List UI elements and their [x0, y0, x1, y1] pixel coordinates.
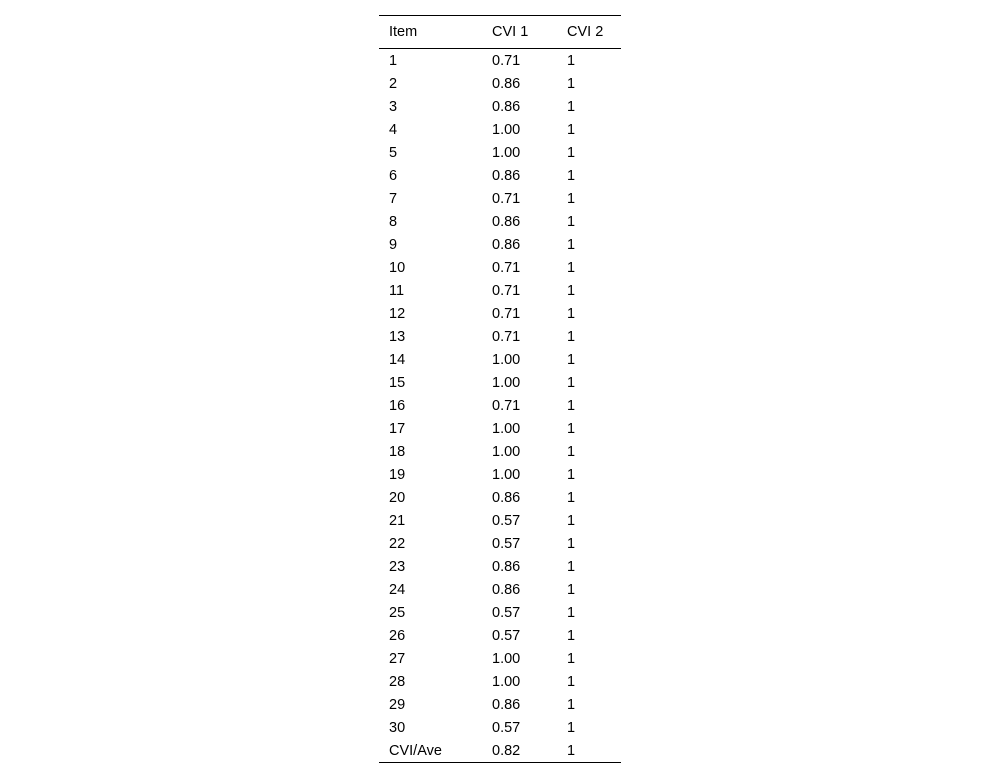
- table-row: [379, 394, 621, 417]
- table-row: [379, 49, 621, 73]
- cell-cvi-2: 1: [567, 673, 576, 690]
- cell-cvi-2: 1: [567, 351, 576, 368]
- cvi-table: [379, 15, 621, 763]
- cell-cvi-1: 0.57: [492, 627, 521, 644]
- cell-cvi-1: 1.00: [492, 144, 521, 161]
- cell-cvi-1: 0.71: [492, 190, 521, 207]
- cell-cvi-2: 1: [567, 328, 576, 345]
- table-row: [379, 325, 621, 348]
- table-row: [379, 72, 621, 95]
- cell-item: 25: [389, 604, 406, 621]
- table-row: [379, 95, 621, 118]
- cell-item: 21: [389, 512, 406, 529]
- cell-item: 28: [389, 673, 406, 690]
- cell-cvi-1: 0.86: [492, 167, 521, 184]
- cell-cvi-2: 1: [567, 259, 576, 276]
- cell-cvi-2: 1: [567, 719, 576, 736]
- table-row: [379, 693, 621, 716]
- table-row: [379, 670, 621, 693]
- cell-cvi-2: 1: [567, 236, 576, 253]
- header-item: Item: [389, 24, 418, 40]
- table-row: [379, 348, 621, 371]
- table-row: [379, 463, 621, 486]
- cell-cvi-1: 0.86: [492, 489, 521, 506]
- header-row: [379, 16, 621, 49]
- table-row: [379, 739, 621, 763]
- table-row: [379, 118, 621, 141]
- cell-item: 10: [389, 259, 406, 276]
- cell-item: 29: [389, 696, 406, 713]
- table-row: [379, 141, 621, 164]
- cell-cvi-1: 0.57: [492, 512, 521, 529]
- table-row: [379, 417, 621, 440]
- cell-cvi-2: 1: [567, 167, 576, 184]
- cell-cvi-1: 0.86: [492, 581, 521, 598]
- cell-cvi-1: 0.71: [492, 259, 521, 276]
- table-row: [379, 532, 621, 555]
- cell-cvi-2: 1: [567, 742, 576, 759]
- cell-item: 13: [389, 328, 406, 345]
- cell-cvi-1: 0.57: [492, 719, 521, 736]
- cell-item: 22: [389, 535, 406, 552]
- cell-cvi-1: 1.00: [492, 466, 521, 483]
- cell-item: 4: [389, 121, 398, 138]
- cell-item: 6: [389, 167, 398, 184]
- table-row: [379, 624, 621, 647]
- cell-cvi-2: 1: [567, 535, 576, 552]
- header-cvi-2: CVI 2: [567, 24, 604, 40]
- table-row: [379, 578, 621, 601]
- cell-cvi-2: 1: [567, 213, 576, 230]
- cell-item: 2: [389, 75, 398, 92]
- cell-cvi-1: 0.86: [492, 558, 521, 575]
- cell-cvi-1: 0.57: [492, 604, 521, 621]
- table-row: [379, 716, 621, 739]
- cell-cvi-2: 1: [567, 696, 576, 713]
- cell-item: 23: [389, 558, 406, 575]
- cell-item: 12: [389, 305, 406, 322]
- cell-item: 8: [389, 213, 398, 230]
- table-row: [379, 210, 621, 233]
- cell-cvi-2: 1: [567, 489, 576, 506]
- cell-cvi-2: 1: [567, 558, 576, 575]
- cell-cvi-1: 0.86: [492, 75, 521, 92]
- cell-cvi-2: 1: [567, 305, 576, 322]
- cell-item: 3: [389, 98, 398, 115]
- cell-cvi-2: 1: [567, 650, 576, 667]
- cvi-table-container: [379, 15, 621, 763]
- table-row: [379, 601, 621, 624]
- cell-item: 17: [389, 420, 406, 437]
- cell-cvi-1: 0.71: [492, 52, 521, 69]
- cell-cvi-2: 1: [567, 443, 576, 460]
- table-row: [379, 279, 621, 302]
- table-row: [379, 164, 621, 187]
- table-header: [379, 16, 621, 49]
- cell-cvi-2: 1: [567, 75, 576, 92]
- cell-cvi-2: 1: [567, 512, 576, 529]
- cell-cvi-2: 1: [567, 604, 576, 621]
- cell-cvi-2: 1: [567, 420, 576, 437]
- cell-cvi-1: 0.82: [492, 742, 521, 759]
- table-row: [379, 256, 621, 279]
- cell-item: CVI/Ave: [389, 742, 442, 759]
- table-row: [379, 509, 621, 532]
- header-cvi-1: CVI 1: [492, 24, 529, 40]
- cell-cvi-2: 1: [567, 374, 576, 391]
- cell-cvi-2: 1: [567, 190, 576, 207]
- cell-item: 5: [389, 144, 398, 161]
- cell-cvi-1: 0.57: [492, 535, 521, 552]
- cell-cvi-2: 1: [567, 144, 576, 161]
- cell-item: 7: [389, 190, 398, 207]
- cell-item: 26: [389, 627, 406, 644]
- cell-item: 1: [389, 52, 398, 69]
- cell-cvi-1: 0.86: [492, 236, 521, 253]
- cell-item: 15: [389, 374, 406, 391]
- table-row: [379, 187, 621, 210]
- cell-cvi-1: 1.00: [492, 351, 521, 368]
- table-row: [379, 555, 621, 578]
- cell-cvi-1: 1.00: [492, 374, 521, 391]
- table-row: [379, 302, 621, 325]
- cell-cvi-1: 0.71: [492, 305, 521, 322]
- cell-cvi-2: 1: [567, 121, 576, 138]
- cell-cvi-1: 0.71: [492, 328, 521, 345]
- table-row: [379, 371, 621, 394]
- table-row: [379, 486, 621, 509]
- cell-cvi-1: 1.00: [492, 420, 521, 437]
- cell-cvi-1: 0.71: [492, 397, 521, 414]
- cell-cvi-2: 1: [567, 98, 576, 115]
- cell-item: 24: [389, 581, 406, 598]
- cell-cvi-2: 1: [567, 466, 576, 483]
- cell-cvi-2: 1: [567, 397, 576, 414]
- cell-item: 9: [389, 236, 398, 253]
- cell-cvi-1: 0.86: [492, 98, 521, 115]
- cell-cvi-1: 1.00: [492, 650, 521, 667]
- cell-cvi-1: 0.86: [492, 213, 521, 230]
- cell-item: 30: [389, 719, 406, 736]
- cell-item: 14: [389, 351, 406, 368]
- cell-cvi-2: 1: [567, 581, 576, 598]
- cell-cvi-1: 1.00: [492, 673, 521, 690]
- table-row: [379, 233, 621, 256]
- cell-cvi-1: 0.71: [492, 282, 521, 299]
- table-row: [379, 440, 621, 463]
- cell-item: 19: [389, 466, 406, 483]
- cell-cvi-2: 1: [567, 627, 576, 644]
- cell-cvi-2: 1: [567, 52, 576, 69]
- cell-cvi-1: 0.86: [492, 696, 521, 713]
- cell-item: 11: [389, 282, 405, 299]
- cell-cvi-1: 1.00: [492, 121, 521, 138]
- cell-item: 27: [389, 650, 406, 667]
- table-body: [379, 49, 621, 763]
- table-row: [379, 647, 621, 670]
- cell-item: 18: [389, 443, 406, 460]
- cell-cvi-1: 1.00: [492, 443, 521, 460]
- cell-cvi-2: 1: [567, 282, 576, 299]
- cell-item: 16: [389, 397, 406, 414]
- cell-item: 20: [389, 489, 406, 506]
